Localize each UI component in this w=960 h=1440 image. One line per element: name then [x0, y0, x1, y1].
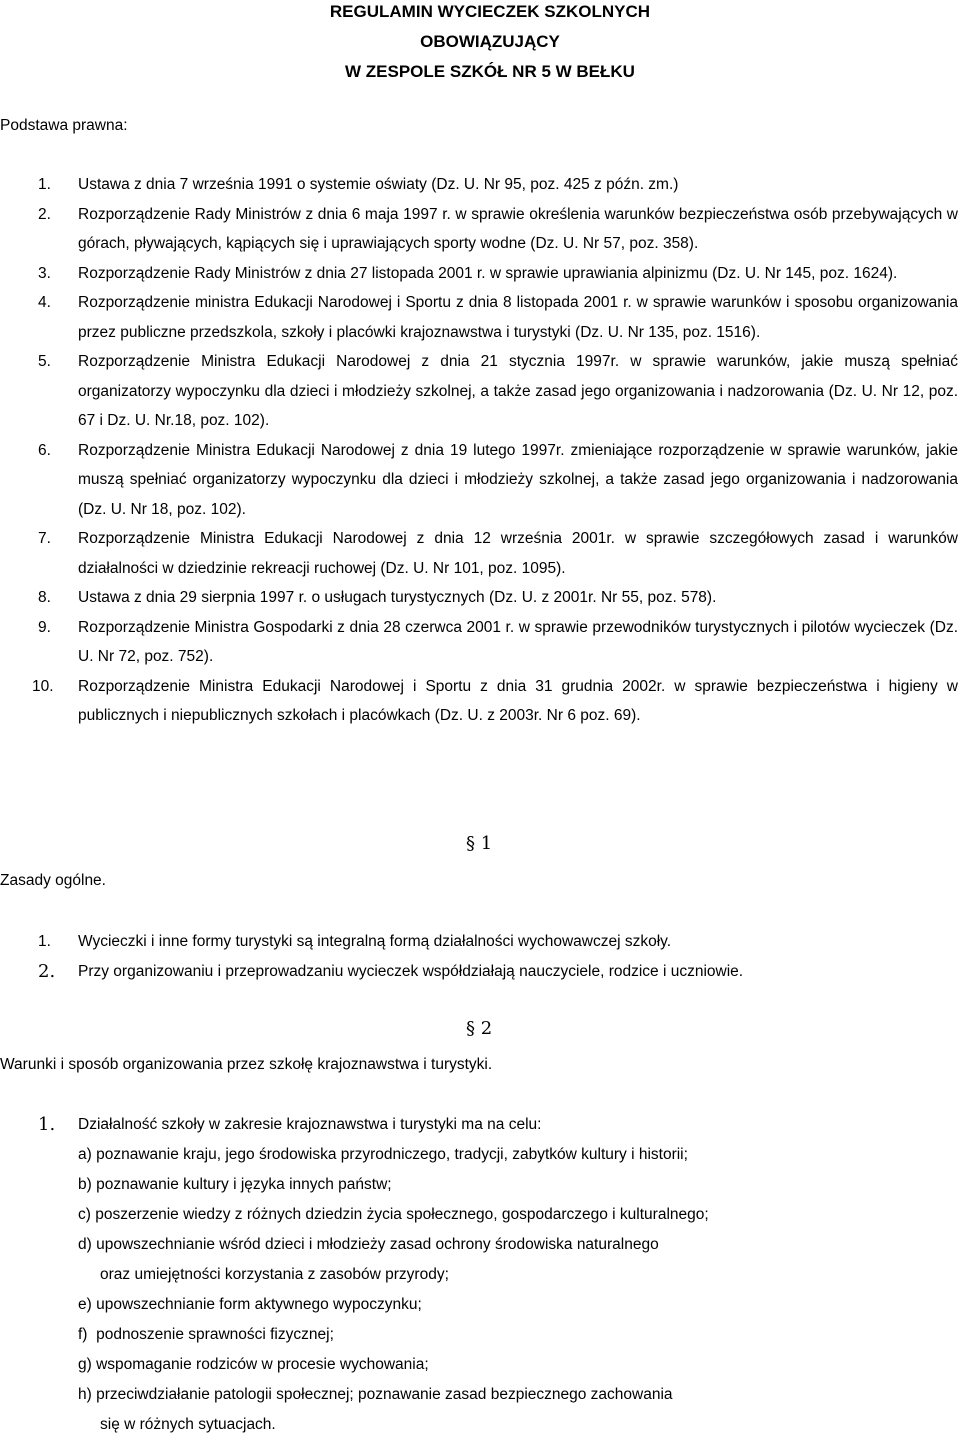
organization-list: [0, 1110, 958, 1140]
list-item: [0, 927, 958, 957]
section-heading-general: Zasady ogólne.: [0, 872, 106, 889]
list-number: 3.: [38, 264, 51, 282]
list-item: [0, 288, 958, 347]
legal-basis-list: [0, 170, 958, 731]
list-text: Ustawa z dnia 7 września 1991 o systemie oświaty (Dz. U. Nr 95, poz. 425 z późn. zm.): [78, 176, 679, 193]
list-text-continuation: się w różnych sytuacjach.: [100, 1416, 276, 1433]
list-number: 10.: [32, 677, 54, 695]
list-item: [0, 200, 958, 259]
list-item: [78, 1290, 709, 1320]
list-item: [0, 347, 958, 436]
list-text: Rozporządzenie Ministra Gospodarki z dnia 28 czerwca 2001 r. w sprawie przewodników turystycznych i pilotów wycieczek (Dz. U. Nr 72, poz. 752).: [78, 618, 958, 665]
paragraph-sign-2: § 2: [466, 1018, 493, 1039]
list-item: [78, 1350, 709, 1380]
list-item: [0, 436, 958, 525]
list-item: [0, 957, 958, 987]
list-text: Rozporządzenie ministra Edukacji Narodowej i Sportu z dnia 8 listopada 2001 r. w sprawie warunków i sposobu organizowania przez publiczne przedszkola, szkoły i placówki krajoznawstwa i turystyki (Dz. U. Nr 135, poz. 1516).: [78, 294, 958, 341]
legal-basis-heading: Podstawa prawna:: [0, 117, 128, 134]
list-item: [78, 1170, 709, 1200]
list-number: 4.: [38, 294, 51, 311]
list-item: [78, 1200, 709, 1230]
list-number: 9.: [38, 618, 51, 636]
list-item: [0, 613, 958, 672]
list-text: e) upowszechnianie form aktywnego wypoczynku;: [78, 1296, 422, 1313]
list-item: [78, 1140, 709, 1170]
list-text: Wycieczki i inne formy turystyki są integralną formą działalności wychowawczej szkoły.: [78, 933, 672, 950]
list-number: 2.: [38, 961, 56, 982]
list-text: Ustawa z dnia 29 sierpnia 1997 r. o usługach turystycznych (Dz. U. z 2001r. Nr 55, poz. 578).: [78, 589, 717, 606]
list-text: Rozporządzenie Rady Ministrów z dnia 27 listopada 2001 r. w sprawie uprawiania alpinizmu (Dz. U. Nr 145, poz. 1624).: [78, 264, 898, 282]
title-line-3: W ZESPOLE SZKÓŁ NR 5 W BEŁKU: [345, 62, 635, 81]
list-text: Rozporządzenie Ministra Edukacji Narodowej i Sportu z dnia 31 grudnia 2002r. w sprawie bezpieczeństwa i higieny w publicznych i niepublicznych szkołach i placówkach (Dz. U. z 2003r. Nr 6 poz. 69).: [78, 677, 958, 724]
list-text-continuation: oraz umiejętności korzystania z zasobów przyrody;: [100, 1266, 449, 1283]
list-number: 5.: [38, 353, 51, 370]
list-text: d) upowszechnianie wśród dzieci i młodzieży zasad ochrony środowiska naturalnego: [78, 1236, 659, 1253]
list-item: [0, 1110, 958, 1140]
title-line-2: OBOWIĄZUJĄCY: [420, 32, 560, 51]
list-number: 1.: [38, 1114, 56, 1135]
list-number: 6.: [38, 441, 51, 459]
goals-sublist: [78, 1140, 709, 1440]
list-text: Rozporządzenie Ministra Edukacji Narodowej z dnia 12 września 2001r. w sprawie szczegółowych zasad i warunków działalności w dziedzinie rekreacji ruchowej (Dz. U. Nr 101, poz. 1095).: [78, 530, 958, 577]
list-item: [0, 170, 958, 200]
list-number: 1.: [38, 176, 51, 193]
document-title: [0, 0, 960, 90]
list-text: f) podnoszenie sprawności fizycznej;: [78, 1326, 334, 1343]
list-number: 1.: [38, 933, 51, 950]
list-text: a) poznawanie kraju, jego środowiska przyrodniczego, tradycji, zabytków kultury i historii;: [78, 1146, 688, 1163]
list-text: b) poznawanie kultury i języka innych państw;: [78, 1176, 392, 1193]
list-text: Rozporządzenie Ministra Edukacji Narodowej z dnia 21 stycznia 1997r. w sprawie warunków, jakie muszą spełniać organizatorzy wypoczynku dla dzieci i młodzieży szkolnej, a także zasad jego organizowania i nadzorowania (Dz. U. Nr 12, poz. 67 i Dz. U. Nr.18, poz. 102).: [78, 353, 958, 429]
list-item: [0, 583, 958, 613]
general-rules-list: [0, 927, 958, 987]
list-text: Rozporządzenie Rady Ministrów z dnia 6 maja 1997 r. w sprawie określenia warunków bezpieczeństwa osób przebywających w górach, pływających, kąpiących się i uprawiających sporty wodne (Dz. U. Nr 57, poz. 358).: [78, 205, 958, 252]
section-heading-organization: Warunki i sposób organizowania przez szkołę krajoznawstwa i turystyki.: [0, 1056, 493, 1073]
list-text: h) przeciwdziałanie patologii społecznej; poznawanie zasad bezpiecznego zachowania: [78, 1386, 673, 1403]
list-text: c) poszerzenie wiedzy z różnych dziedzin życia społecznego, gospodarczego i kulturalnego;: [78, 1206, 709, 1223]
list-number: 7.: [38, 530, 51, 547]
list-text: g) wspomaganie rodziców w procesie wychowania;: [78, 1356, 429, 1373]
list-text: Działalność szkoły w zakresie krajoznawstwa i turystyki ma na celu:: [78, 1116, 542, 1133]
list-text: Przy organizowaniu i przeprowadzaniu wycieczek współdziałają nauczyciele, rodzice i uczniowie.: [78, 963, 744, 980]
list-item: [78, 1320, 709, 1350]
paragraph-sign-1: § 1: [466, 833, 493, 854]
list-item: [78, 1230, 709, 1290]
title-line-1: REGULAMIN WYCIECZEK SZKOLNYCH: [329, 2, 651, 21]
list-number: 2.: [38, 205, 51, 223]
list-item: [0, 672, 958, 731]
list-number: 8.: [38, 589, 51, 606]
list-item: [0, 259, 958, 289]
list-item: [0, 524, 958, 583]
list-item: [78, 1380, 709, 1440]
list-text: Rozporządzenie Ministra Edukacji Narodowej z dnia 19 lutego 1997r. zmieniające rozporządzenie w sprawie warunków, jakie muszą spełniać organizatorzy wypoczynku dla dzieci i młodzieży szkolnej, a także zasad jego organizowania i nadzorowania (Dz. U. Nr 18, poz. 102).: [78, 441, 958, 518]
